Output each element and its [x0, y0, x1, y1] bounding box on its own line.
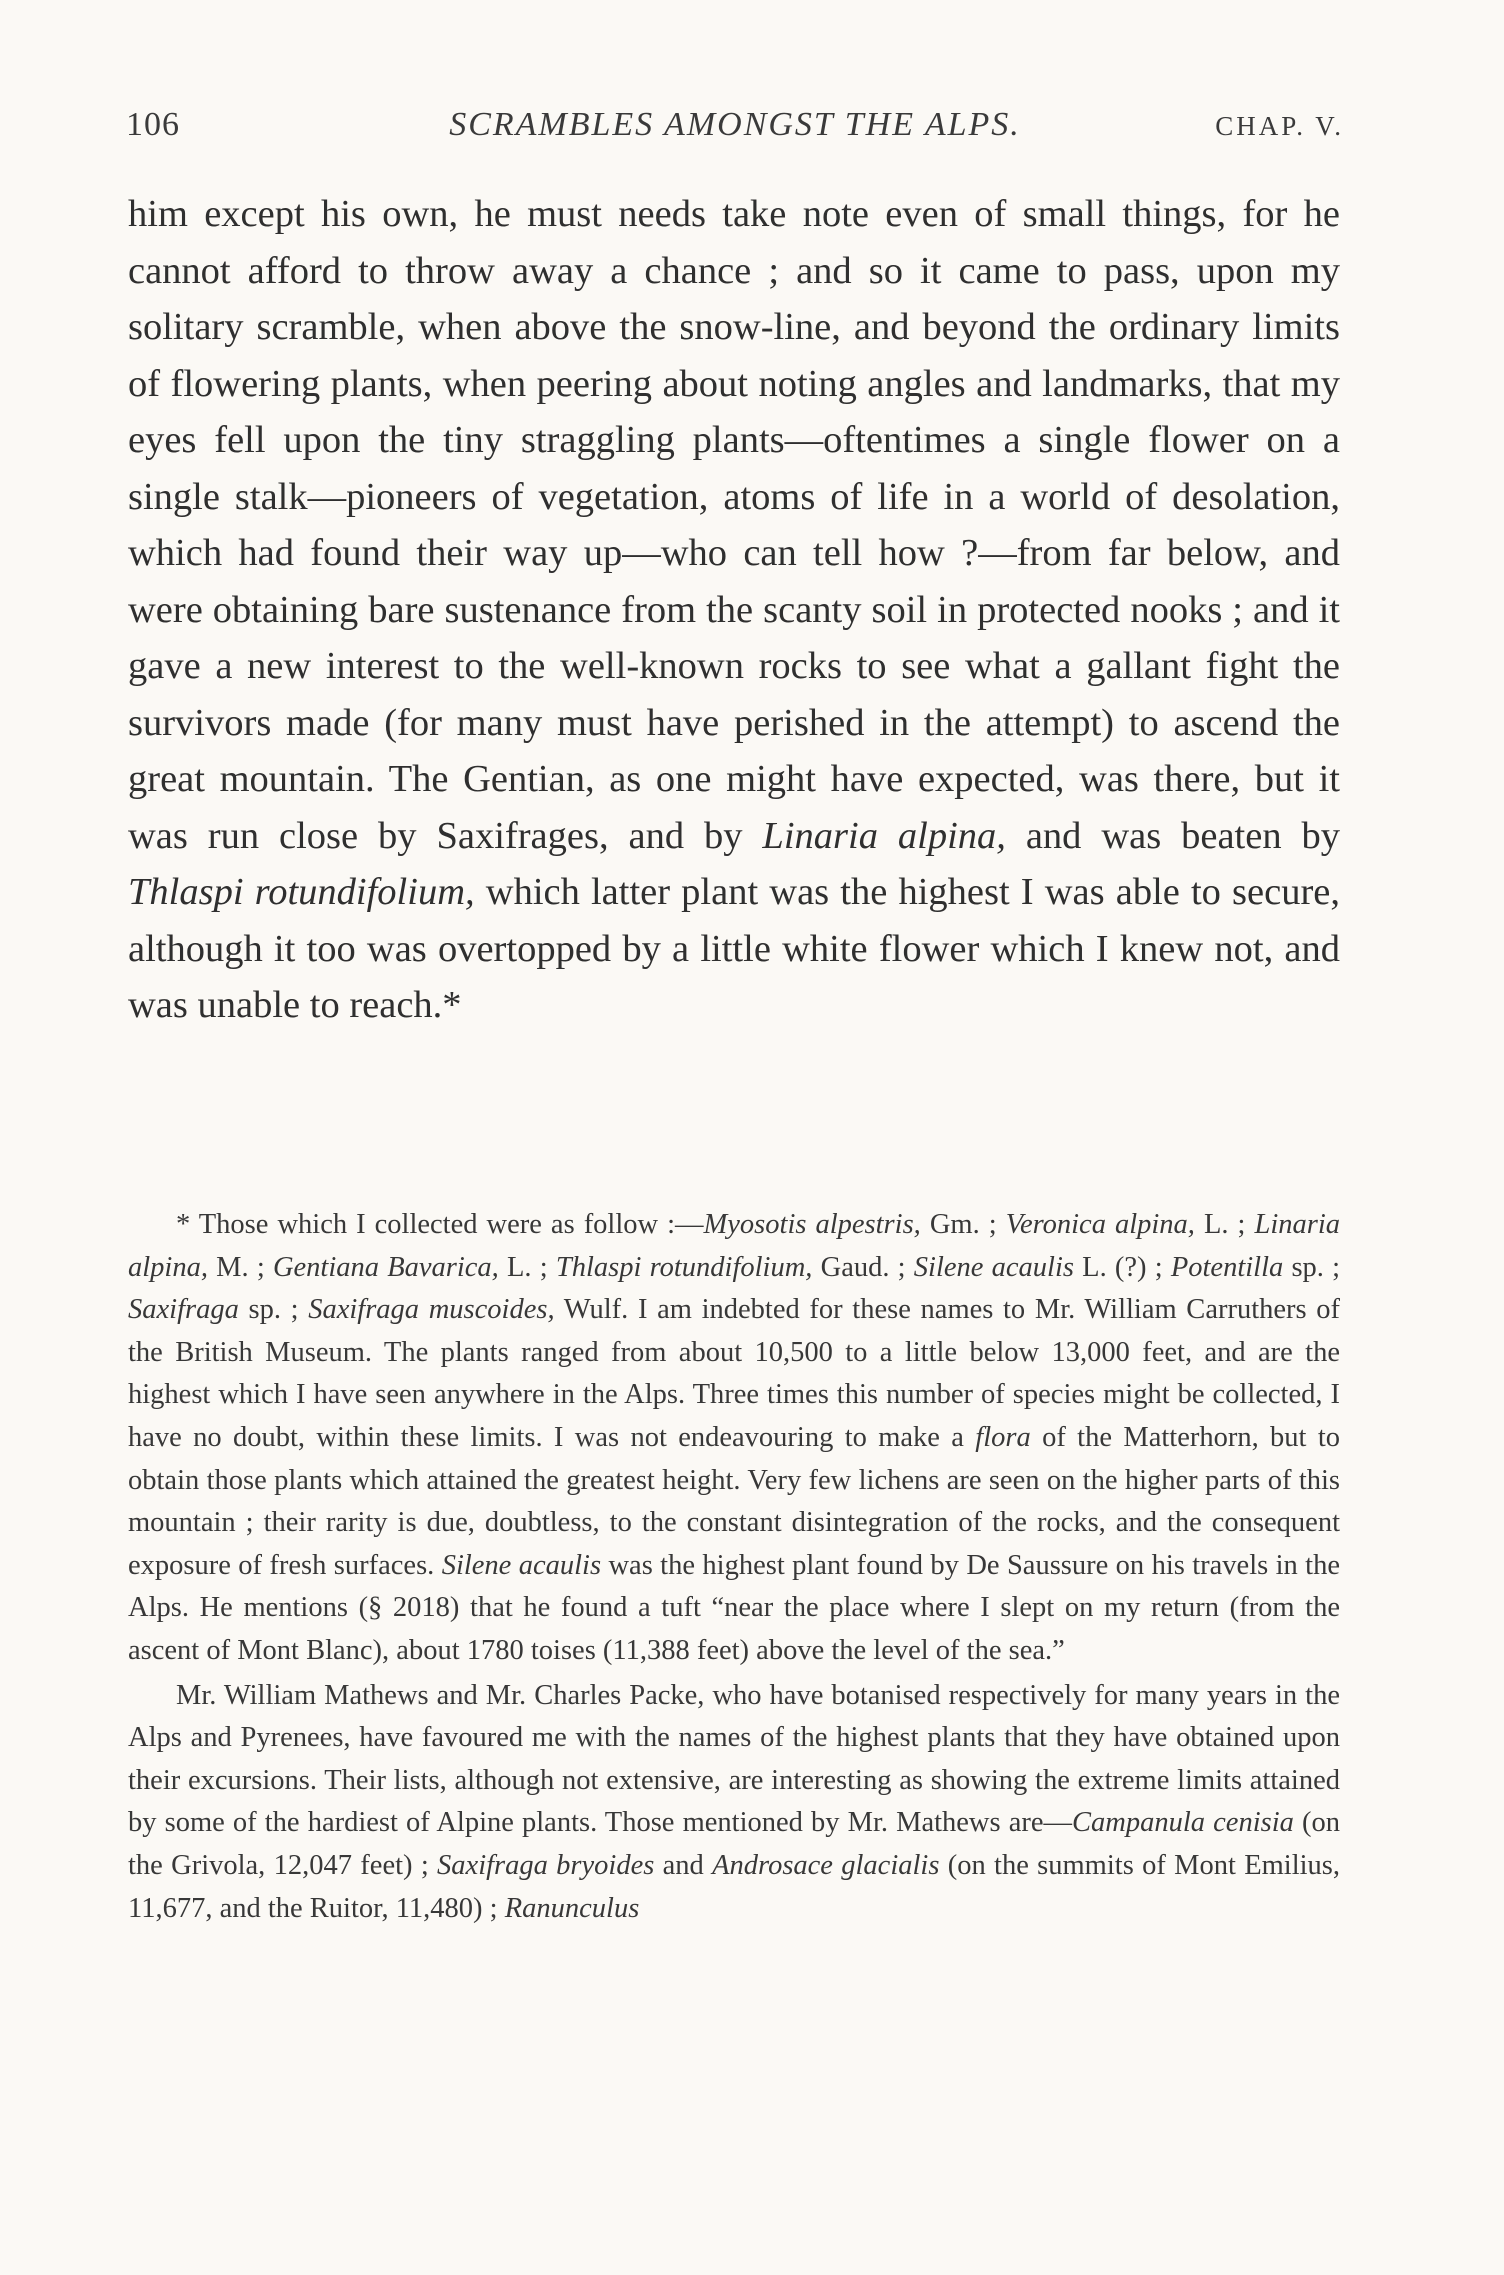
fn-species: Saxifraga bryoides	[437, 1849, 655, 1881]
fn-text: Gaud. ;	[812, 1251, 914, 1283]
fn-species: Androsace glacialis	[712, 1849, 940, 1881]
fn-text: L. ;	[498, 1251, 556, 1283]
fn-species: Veronica alpina,	[1005, 1209, 1195, 1240]
page-number: 106	[126, 106, 180, 143]
fn-text: Gm. ;	[920, 1209, 1006, 1240]
fn-text: L. (?) ;	[1073, 1251, 1171, 1283]
fn-text: and	[654, 1849, 713, 1881]
fn-text: L. ;	[1194, 1209, 1255, 1240]
body-paragraph	[128, 186, 1340, 1034]
thlaspi-italic: Thlaspi rotundifolium,	[128, 871, 475, 913]
fn-species: Gentiana Bavarica,	[272, 1251, 499, 1283]
fn-text: * Those which I collected were as follow :—	[176, 1209, 704, 1240]
fn-text: sp. ;	[238, 1294, 309, 1326]
fn-species: Saxifraga muscoides,	[308, 1294, 555, 1326]
footnotes	[128, 1204, 1340, 1930]
body-text-beaten: and was beaten by	[1005, 814, 1340, 857]
fn-species: Myosotis alpestris,	[703, 1209, 921, 1240]
fn-text: (on the Grivola, 12,047 feet) ;	[128, 1807, 1340, 1881]
fn-species: Silene acaulis	[441, 1549, 602, 1581]
fn-species: Silene acaulis	[913, 1251, 1074, 1283]
body-text	[128, 186, 1340, 1034]
fn-species: Linaria alpina,	[128, 1209, 1341, 1283]
fn-text: was the highest plant found by De Saussure on his travels in the Alps. He mentions (§ 2018) that he found a tuft “near the place where I slept on my return (from the ascent of Mont Blanc), about 1780 toises (11,388 feet) above the level of the sea.”	[128, 1549, 1340, 1666]
fn-species: Saxifraga	[128, 1294, 239, 1326]
fn-text: of the Matterhorn, but to obtain those plants which attained the greatest height. Very few lichens are seen on the higher parts of this mountain ; their rarity is due, doubtless, to the constant disintegration of the rocks, and the consequent exposure of fresh surfaces.	[128, 1421, 1340, 1581]
fn-text: Wulf. I am indebted for these names to Mr. William Carruthers of the British Museum. The plants ranged from about 10,500 to a little below 13,000 feet, and are the highest which I have seen anywhere in the Alps. Three times this number of species might be collected, I have no doubt, within these limits. I was not endeavouring to make a	[128, 1294, 1341, 1453]
fn-species: Potentilla	[1170, 1251, 1284, 1283]
book-title: SCRAMBLES AMONGST THE ALPS.	[449, 106, 1021, 143]
footnote-plants-collected	[128, 1204, 1340, 1673]
running-head	[126, 106, 1344, 150]
footnote-mathews-packe	[128, 1675, 1340, 1931]
linaria-alpina-italic: Linaria alpina,	[762, 814, 1006, 857]
fn-species: Thlaspi rotundifolium,	[555, 1251, 813, 1283]
body-text-end: which latter plant was the highest I was able to secure, although it too was overtopped by a little white flower which I knew not, and was unable to reach.*	[128, 871, 1340, 1026]
fn-text: sp. ;	[1283, 1251, 1341, 1283]
fn-species: Ranunculus	[504, 1892, 640, 1924]
body-text-start: him except his own, he must needs take note even of small things, for he cannot afford to throw away a chance ; and so it came to pass, upon my solitary scramble, when above the snow-line, and beyond the ordinary limits of flowering plants, when peering about noting angles and landmarks, that my eyes fell upon the tiny straggling plants—oftentimes a single flower on a single stalk—pioneers of vegetation, atoms of life in a world of desolation, which had found their way up—who can tell how ?—from far below, and were obtaining bare sustenance from the scanty soil in protected nooks ; and it gave a new interest to the well-known rocks to see what a gallant fight the survivors made (for many must have perished in the attempt) to ascend the great mountain. The Gentian, as one might have expected, was there, but it was run close by Saxifrages, and by	[128, 193, 1340, 857]
fn-text: M. ;	[207, 1251, 273, 1283]
chapter-label: CHAP. V.	[1215, 111, 1344, 141]
fn-text: (on the summits of Mont Emilius, 11,677, and the Ruitor, 11,480) ;	[128, 1849, 1341, 1924]
fn-species: Campanula cenisia	[1072, 1807, 1294, 1839]
fn-term: flora	[975, 1421, 1031, 1453]
fn-text: Mr. William Mathews and Mr. Charles Packe, who have botanised respectively for many years in the Alps and Pyrenees, have favoured me with the names of the highest plants that they have obtained upon their excursions. Their lists, although not extensive, are interesting as showing the extreme limits attained by some of the hardiest of Alpine plants. Those mentioned by Mr. Mathews are—	[128, 1679, 1340, 1839]
